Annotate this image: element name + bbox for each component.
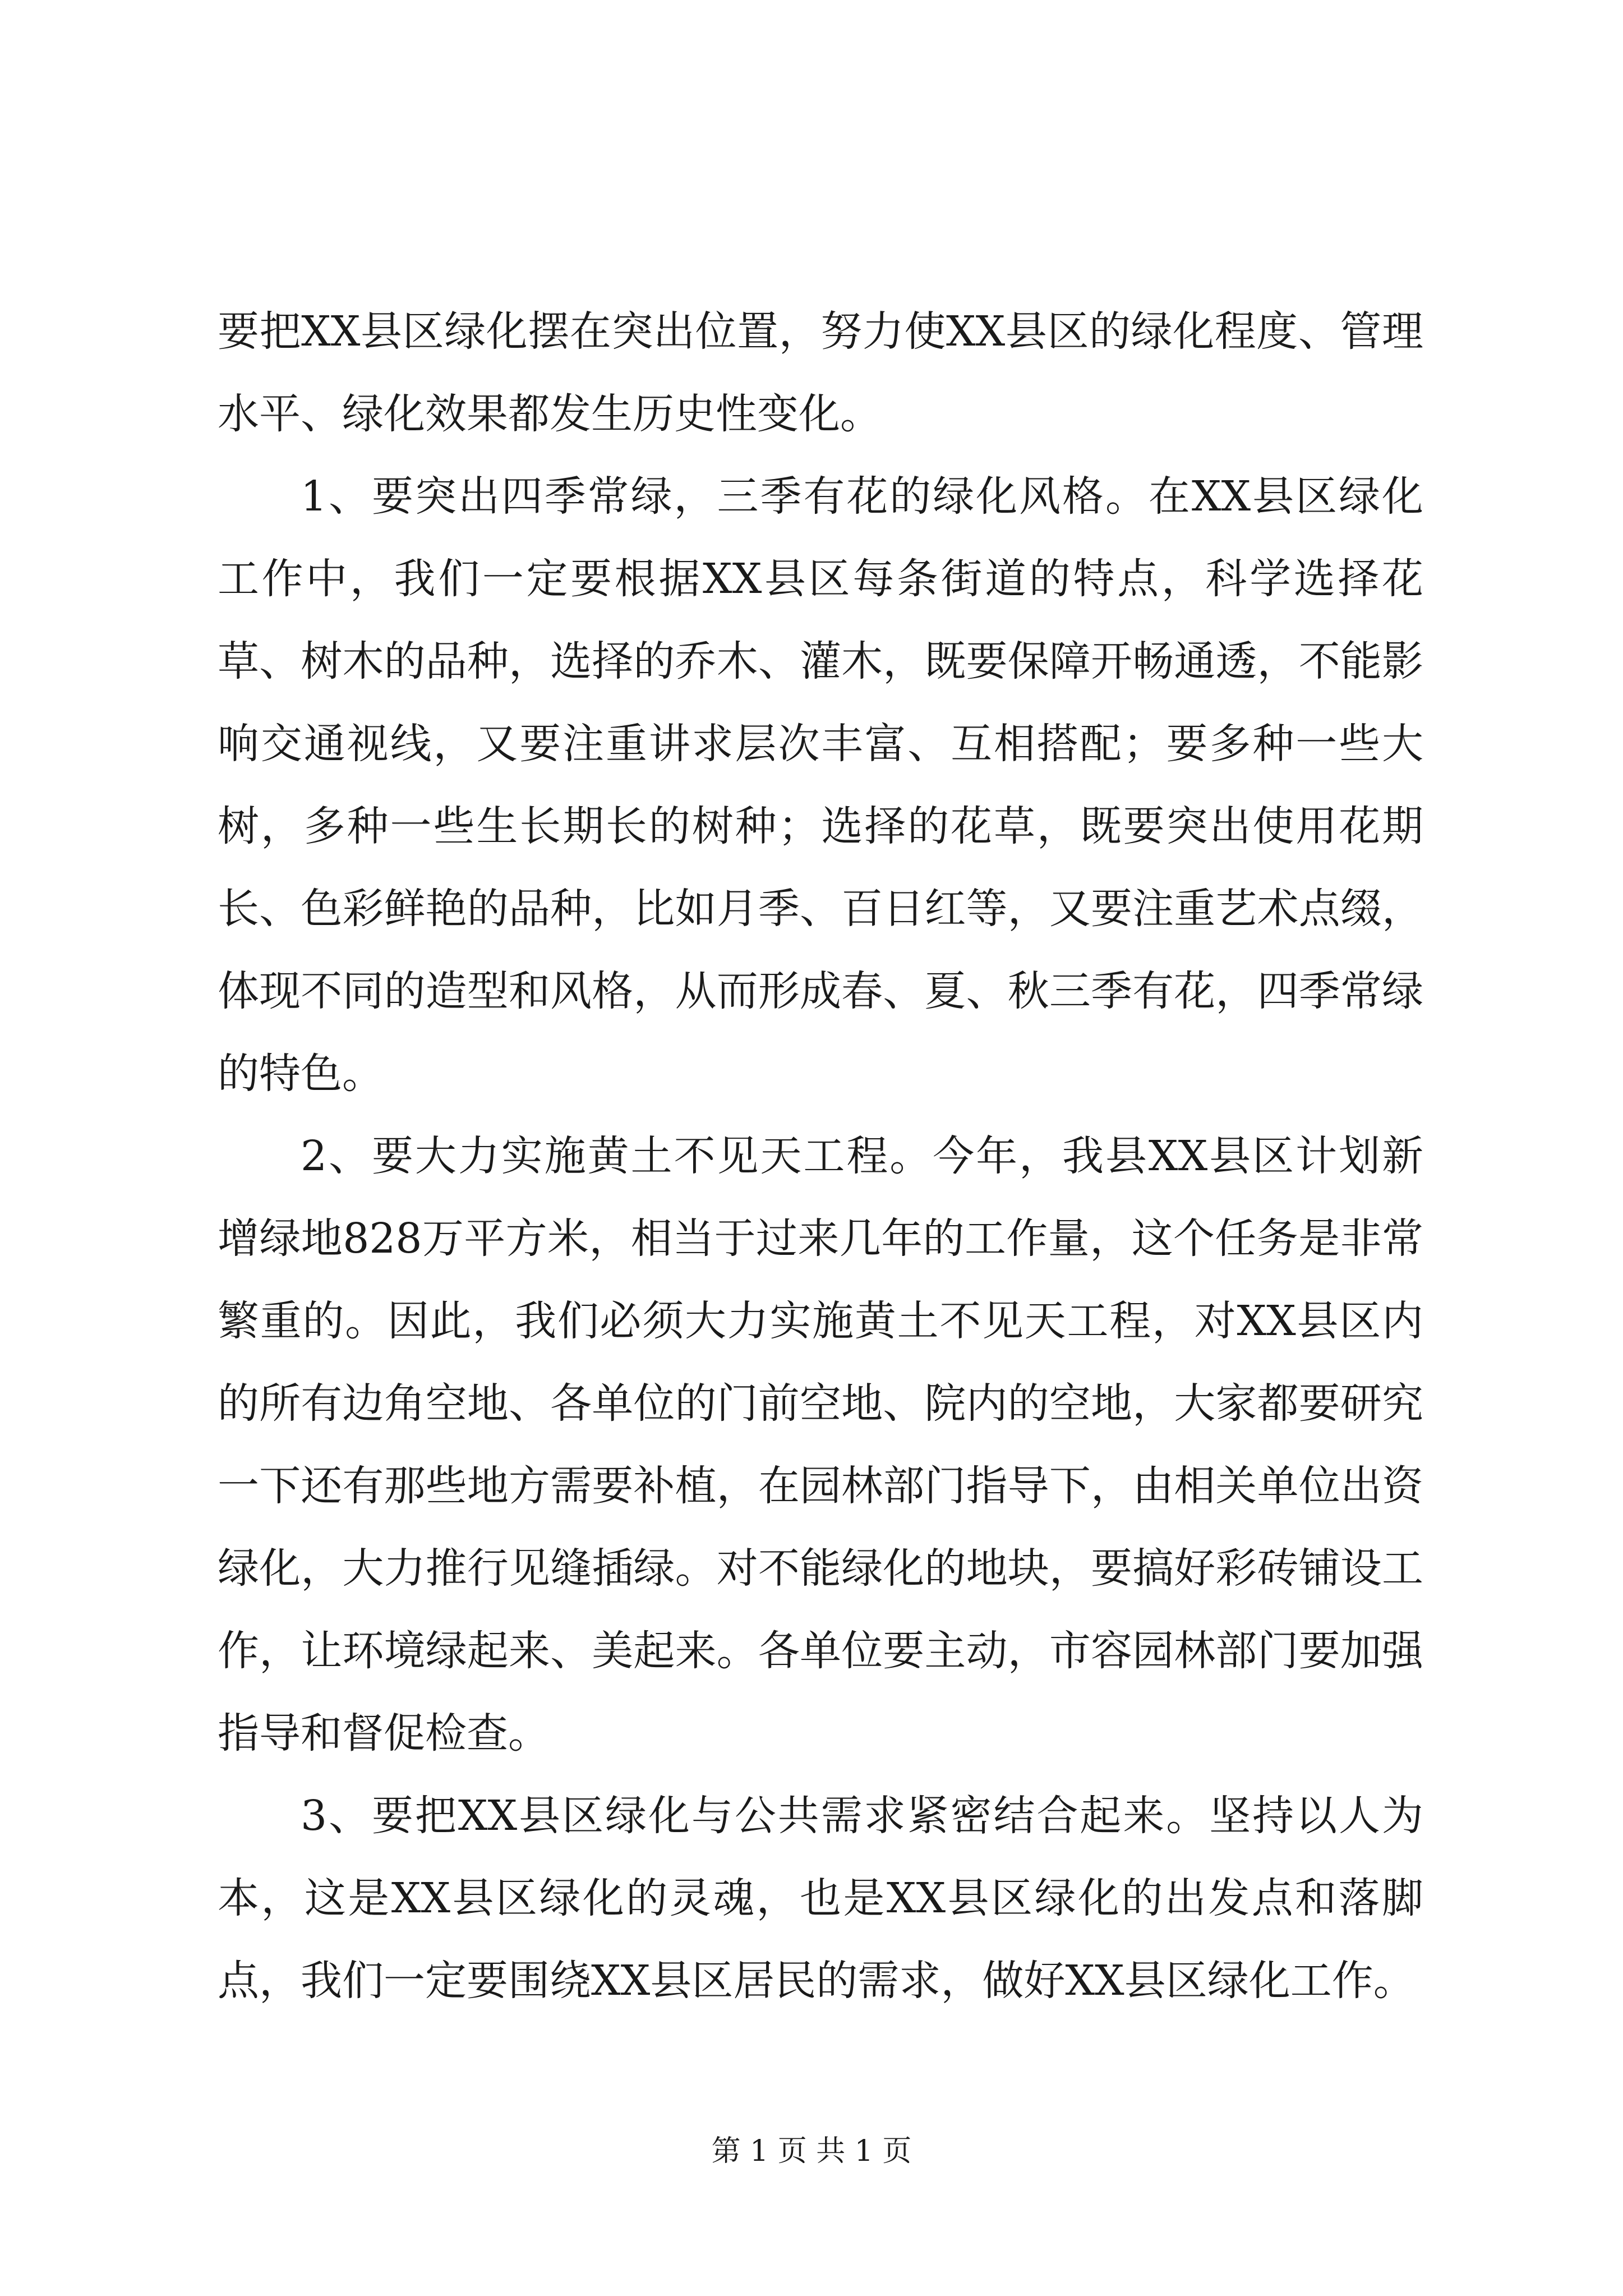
paragraph-public-needs: 3、要把XX县区绿化与公共需求紧密结合起来。坚持以人为本，这是XX县区绿化的灵魂，也是XX县区绿化的出发点和落脚点，我们一定要围绕XX县区居民的需求，做好XX县区绿化工作。	[218, 1792, 1423, 2005]
paragraph-no-bare-soil: 2、要大力实施黄土不见天工程。今年，我县XX县区计划新增绿地828万平方米，相当于过来几年的工作量，这个任务是非常繁重的。因此，我们必须大力实施黄土不见天工程，对XX县区内的所有边角空地、各单位的门前空地、院内的空地，大家都要研究一下还有那些地方需要补植，在园林部门指导下，由相关单位出资绿化，大力推行见缝插绿。对不能绿化的地块，要搞好彩砖铺设工作，让环境绿起来、美起来。各单位要主动，市容园林部门要加强指导和督促检查。	[218, 1132, 1423, 1757]
page-number-footer: 第 1 页 共 1 页	[711, 2134, 912, 2168]
document-body	[218, 291, 1423, 2022]
paragraph-continuation: 要把XX县区绿化摆在突出位置，努力使XX县区的绿化程度、管理水平、绿化效果都发生历史性变化。	[218, 307, 1423, 438]
paragraph-evergreen-style: 1、要突出四季常绿，三季有花的绿化风格。在XX县区绿化工作中，我们一定要根据XX县区每条街道的特点，科学选择花草、树木的品种，选择的乔木、灌木，既要保障开畅通透，不能影响交通视线，又要注重讲求层次丰富、互相搭配；要多种一些大树，多种一些生长期长的树种；选择的花草，既要突出使用花期长、色彩鲜艳的品种，比如月季、百日红等，又要注重艺术点缀，体现不同的造型和风格，从而形成春、夏、秋三季有花，四季常绿的特色。	[218, 472, 1423, 1098]
